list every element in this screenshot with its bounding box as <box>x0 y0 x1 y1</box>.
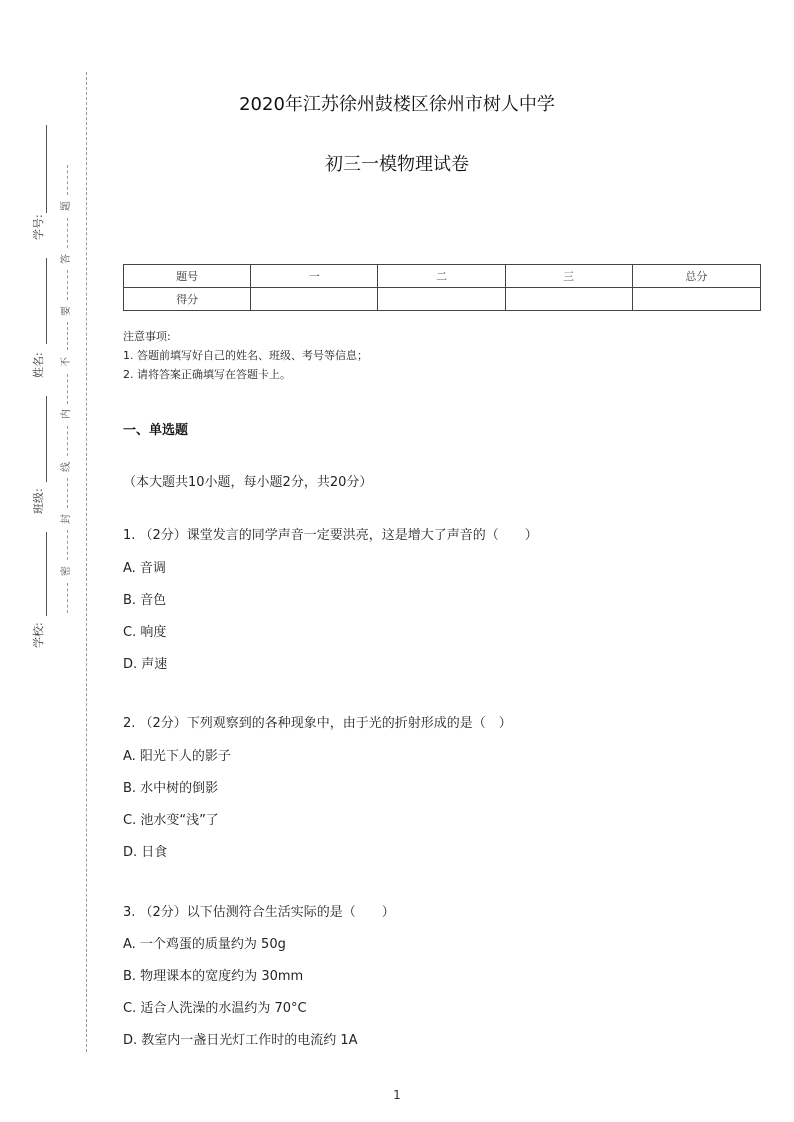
seal-char: 要 <box>61 306 72 316</box>
student-id-label: 学号: <box>32 214 45 240</box>
seal-char: 线 <box>61 462 72 472</box>
name-label: 姓名: <box>32 352 45 378</box>
score-table-header-row <box>124 265 761 288</box>
score-cell[interactable] <box>632 288 760 311</box>
score-row-label: 得分 <box>124 288 251 311</box>
score-header-cell: 二 <box>378 265 505 288</box>
name-line <box>46 258 47 344</box>
notes-heading: 注意事项: <box>123 330 171 343</box>
exam-title: 2020年江苏徐州鼓楼区徐州市树人中学 <box>239 94 555 115</box>
score-header-cell: 题号 <box>124 265 251 288</box>
score-header-cell: 三 <box>505 265 632 288</box>
option-item: B. 音色 <box>123 593 167 608</box>
score-header-cell: 总分 <box>632 265 760 288</box>
section-instructions: （本大题共10小题，每小题2分，共20分） <box>123 475 373 490</box>
fold-line <box>86 72 87 1052</box>
seal-char: 不 <box>61 357 72 367</box>
option-item: B. 物理课本的宽度约为 30mm <box>123 969 304 984</box>
seal-char: 答 <box>61 254 72 264</box>
school-line <box>46 532 47 616</box>
seal-char: 题 <box>61 201 72 211</box>
seal-char: 内 <box>61 409 72 419</box>
score-cell[interactable] <box>378 288 505 311</box>
seal-dash <box>67 374 68 404</box>
seal-dash <box>67 322 68 350</box>
option-item: A. 一个鸡蛋的质量约为 50g <box>123 937 286 952</box>
question-stem: 3. （2分）以下估测符合生活实际的是（ ） <box>123 905 395 920</box>
option-item: B. 水中树的倒影 <box>123 781 219 796</box>
seal-char: 封 <box>61 514 72 524</box>
notes-block <box>123 327 368 384</box>
seal-dash <box>67 270 68 300</box>
notes-item: 1. 答题前填写好自己的姓名、班级、考号等信息； <box>123 349 368 362</box>
option-item: D. 日食 <box>123 845 168 860</box>
seal-dash <box>67 218 68 248</box>
class-line <box>46 396 47 482</box>
seal-dash <box>67 426 68 456</box>
seal-dash <box>67 530 68 560</box>
score-cell[interactable] <box>251 288 378 311</box>
seal-char: 密 <box>61 566 72 576</box>
score-header-cell: 一 <box>251 265 378 288</box>
option-item: D. 声速 <box>123 657 168 672</box>
page-number: 1 <box>393 1088 401 1102</box>
question-stem: 1. （2分）课堂发言的同学声音一定要洪亮，这是增大了声音的（ ） <box>123 528 538 543</box>
seal-dash <box>67 478 68 508</box>
option-item: A. 音调 <box>123 561 166 576</box>
section-title: 一、单选题 <box>123 423 189 438</box>
option-item: C. 适合人洗澡的水温约为 70°C <box>123 1001 307 1016</box>
option-item: C. 响度 <box>123 625 167 640</box>
question-stem: 2. （2分）下列观察到的各种现象中，由于光的折射形成的是（ ） <box>123 716 512 731</box>
score-table-score-row <box>124 288 761 311</box>
notes-item: 2. 请将答案正确填写在答题卡上。 <box>123 368 291 381</box>
seal-dash <box>67 583 68 613</box>
class-label: 班级: <box>32 488 45 514</box>
option-item: D. 教室内一盏日光灯工作时的电流约 1A <box>123 1033 358 1048</box>
option-item: C. 池水变“浅”了 <box>123 813 219 828</box>
school-label: 学校: <box>32 622 45 648</box>
score-table <box>123 264 761 311</box>
exam-subtitle: 初三一模物理试卷 <box>325 154 469 175</box>
option-item: A. 阳光下人的影子 <box>123 749 231 764</box>
score-cell[interactable] <box>505 288 632 311</box>
